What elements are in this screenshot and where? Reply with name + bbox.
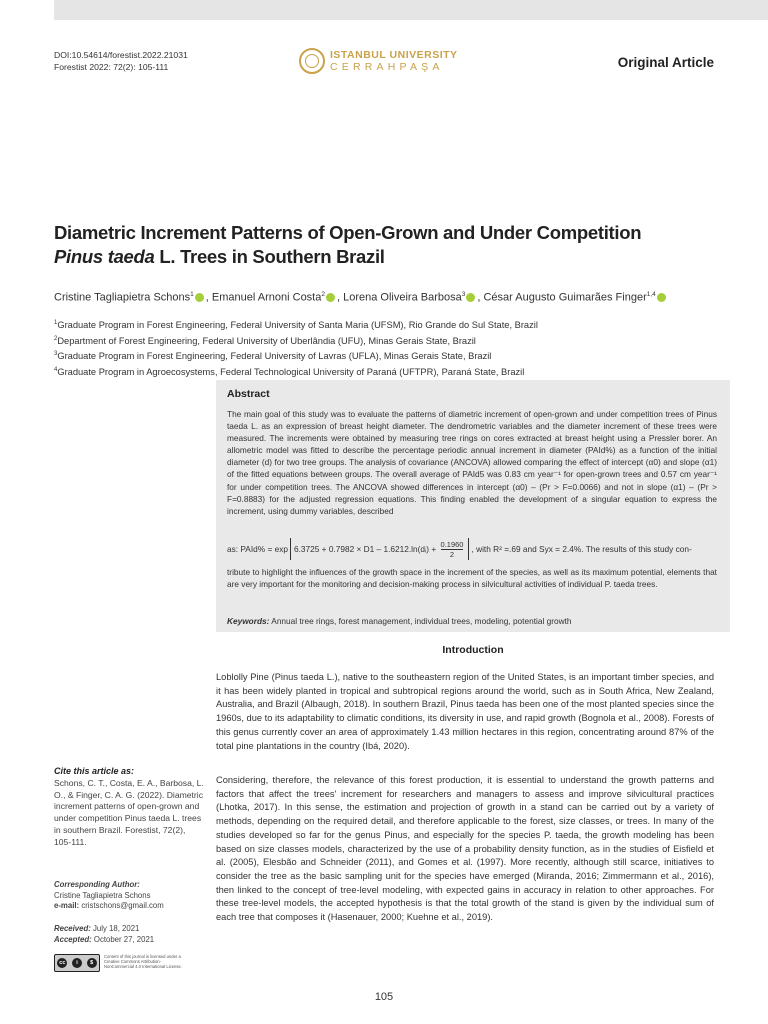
abstract-heading: Abstract <box>227 388 270 400</box>
license-block <box>54 954 186 972</box>
cite-text: Schons, C. T., Costa, E. A., Barbosa, L. O., & Finger, C. A. G. (2022). Diametric increment patterns of open-grown and under competition Pinus taeda L. trees in southern Brazil. Forestist, 72(2), 105-111. <box>54 777 204 847</box>
affiliation-text: Department of Forest Engineering, Federal University of Uberlândia (UFU), Minas Gerais State, Brazil <box>57 335 476 346</box>
title-line1: Diametric Increment Patterns of Open-Grown and Under Competition <box>54 222 642 243</box>
introduction-heading: Introduction <box>442 644 504 656</box>
author-sup: 1 <box>190 291 194 298</box>
affiliation-item <box>54 333 538 349</box>
dates <box>54 924 204 945</box>
university-logo <box>299 48 458 74</box>
eq-fraction <box>441 540 464 559</box>
email-link[interactable]: cristschons@gmail.com <box>81 901 164 910</box>
author-name: Emanuel Arnoni Costa <box>211 291 322 304</box>
cc-license-icon[interactable]: cc i $ <box>54 954 100 972</box>
orcid-icon[interactable] <box>657 293 666 302</box>
eq-as: as: <box>227 544 239 554</box>
article-meta <box>54 49 188 73</box>
title-line2 <box>54 245 734 269</box>
doi-link[interactable]: DOI:10.54614/forestist.2022.21031 <box>54 50 188 60</box>
logo-line2: CERRAHPAŞA <box>330 61 444 73</box>
affiliations <box>54 317 538 379</box>
author-name: César Augusto Guimarães Finger <box>483 291 647 304</box>
affiliation-sup: 2 <box>54 335 58 342</box>
abstract-text-continued: tribute to highlight the influences of the growth space in the increment of the species, as well as its maximum potential, elements that are very important for the monitoring and decision-making process in silvicultural activities of individual P. taeda trees. <box>227 567 717 590</box>
keywords <box>227 616 572 626</box>
abstract-box <box>216 380 730 632</box>
author-name: Cristine Tagliapietra Schons <box>54 291 191 304</box>
affiliation-text: Graduate Program in Forest Engineering, Federal University of Lavras (UFLA), Minas Gerais State, Brazil <box>57 351 492 362</box>
author-sup: 2 <box>321 291 325 298</box>
intro-paragraph-2: Considering, therefore, the relevance of this forest production, it is essential to understand the growth patterns and factors that affect the trees' increment for researchers and managers to assess and improve silvicultural practices (Lhotka, 2017). In this sense, the estimation and projection of growth in a stand can be carried out by a variety of methods, depending on the required detail, and therefore applicable to the forest, size classes, or trees. In many of the studies developed so far for the genus Pinus, and especially for the species P. taeda, the growth modeling has been based on size classes models, characterized by the use of a probability density function, as in the studies of Eisfield et al. (2005), Elesbão and Schneider (2011), and Gomes et al. (1997). More recently, although still scarce, initiatives to consider the tree as the basic sampling unit for the species have emerged (Miranda, 2016; Zimmermann et al., 2016), then linked to the concept of tree-level modeling, with expected gains in accuracy in relation to other approaches. For these tree-level models, the accepted hypothesis is that the total growth of the stand is given by the individual sum of each tree that composes it (Hasenauer, 2000; Kuehne et al., 2019). <box>216 775 714 923</box>
accepted-label: Accepted: <box>54 934 92 944</box>
page-number: 105 <box>374 991 394 1003</box>
orcid-icon[interactable] <box>326 293 335 302</box>
seal-icon <box>299 48 325 74</box>
eq-inner: 6.3725 + 0.7982 × D1 – 1.6212.ln(dᵢ) + <box>293 544 437 554</box>
title-species: Pinus taeda <box>54 246 155 267</box>
eq-frac-num: 0.1960 <box>440 540 464 550</box>
cite-title: Cite this article as: <box>54 766 135 776</box>
affiliation-sup: 3 <box>54 351 58 358</box>
eq-bracket <box>290 538 470 560</box>
received-date: July 18, 2021 <box>93 924 140 933</box>
intro-paragraph-1: Loblolly Pine (Pinus taeda L.), native to the southeastern region of the United States, is an important timber species, and it has been widely planted in tropical and subtropical regions around the world, such as in South Africa, New Zealand, Australia, and Brazil (Albaugh, 2018). In southern Brazil, Pinus taeda has been one of the most planted species since the 1960s, due to its adaptability to climatic conditions, its diversity in use, and rapid growth (Bognola et al., 2008). Forests of this genus currently cover an area of approximately 1.43 million hectares in this region, concentrating around 87% of the total pine plantations in the country (Ibá, 2020). <box>216 672 714 751</box>
affiliation-item <box>54 364 538 380</box>
eq-frac-den: 2 <box>449 550 455 560</box>
paper-title <box>54 221 734 269</box>
cite-box <box>54 766 204 849</box>
keywords-text: Annual tree rings, forest management, individual trees, modeling, potential growth <box>271 616 572 626</box>
journal-citation: Forestist 2022: 72(2): 105-111 <box>54 62 169 72</box>
received-label: Received: <box>54 924 91 933</box>
orcid-icon[interactable] <box>466 293 475 302</box>
abstract-text: The main goal of this study was to evaluate the patterns of diametric increment of open-grown and under competition trees of Pinus taeda L. as an expression of breast height diameter. The dendrometric variables and the diameter increment of these trees were measured. The increments were obtained by measuring tree rings on cores extracted at breast height using a Pressler borer. An allometric model was fitted to describe the percentage periodic annual increment in diameter (PAId%) as a function of the initial diameter (d) for two tree groups. The analysis of covariance (ANCOVA) allowed comparing the effect of intercept (α0) and slope (α1) of the fitted equations between groups. The overall average of PAId5 was 0.83 cm year⁻¹ for open-grown trees and 0.57 cm year⁻¹ for under competition trees. The ANCOVA showed differences in intercept (α0) – (Pr > F=0.0066) and not in slope (α1) – (Pr > F=0.8883) for the adjusted regression equations. This finding enabled the development of a singular equation to express the increment, using dummy variables, described <box>227 409 717 516</box>
top-gray-bar <box>54 0 768 20</box>
article-type: Original Article <box>617 55 714 70</box>
affiliation-item <box>54 317 538 333</box>
orcid-icon[interactable] <box>195 293 204 302</box>
received-line <box>54 924 204 935</box>
accepted-date: October 27, 2021 <box>93 934 155 944</box>
corresponding-author <box>54 880 204 912</box>
email-label: e-mail: <box>54 901 80 910</box>
affiliation-sup: 1 <box>54 320 58 326</box>
logo-line1: ISTANBUL UNIVERSITY <box>330 49 458 61</box>
eq-lhs: PAId% = exp <box>240 544 288 554</box>
corr-label: Corresponding Author: <box>54 880 140 889</box>
affiliation-text: Graduate Program in Agroecosystems, Federal Technological University of Paraná (UFTPR), Paraná State, Brazil <box>57 366 525 377</box>
author-sup: 3 <box>461 291 466 298</box>
eq-tail: , with R² =.69 and Syx = 2.4%. The results of this study con- <box>471 544 692 554</box>
corr-email-line <box>54 901 204 912</box>
title-line2-rest: L. Trees in Southern Brazil <box>154 246 385 267</box>
author-sup: 1,4 <box>646 291 656 298</box>
corr-name: Cristine Tagliapietra Schons <box>54 890 151 900</box>
author-name: Lorena Oliveira Barbosa <box>343 291 462 304</box>
license-text: Content of this journal is licensed under a Creative Commons Attribution-NonCommercial 4.0 International License. <box>104 954 182 970</box>
affiliation-sup: 4 <box>54 366 58 373</box>
accepted-line <box>54 935 204 946</box>
author-list: Cristine Tagliapietra Schons$^1$ , Emanuel Arnoni Costa$^2$ , Lorena Oliveira Barbosa$^3$ , César Augusto Guimarães Finger$^{1,4}$ <box>54 291 668 304</box>
affiliation-item <box>54 348 538 364</box>
abstract-equation <box>227 538 717 560</box>
affiliation-text: Graduate Program in Forest Engineering, Federal University of Santa Maria (UFSM), Rio Grande do Sul State, Brazil <box>57 320 538 331</box>
keywords-label: Keywords: <box>227 616 270 626</box>
